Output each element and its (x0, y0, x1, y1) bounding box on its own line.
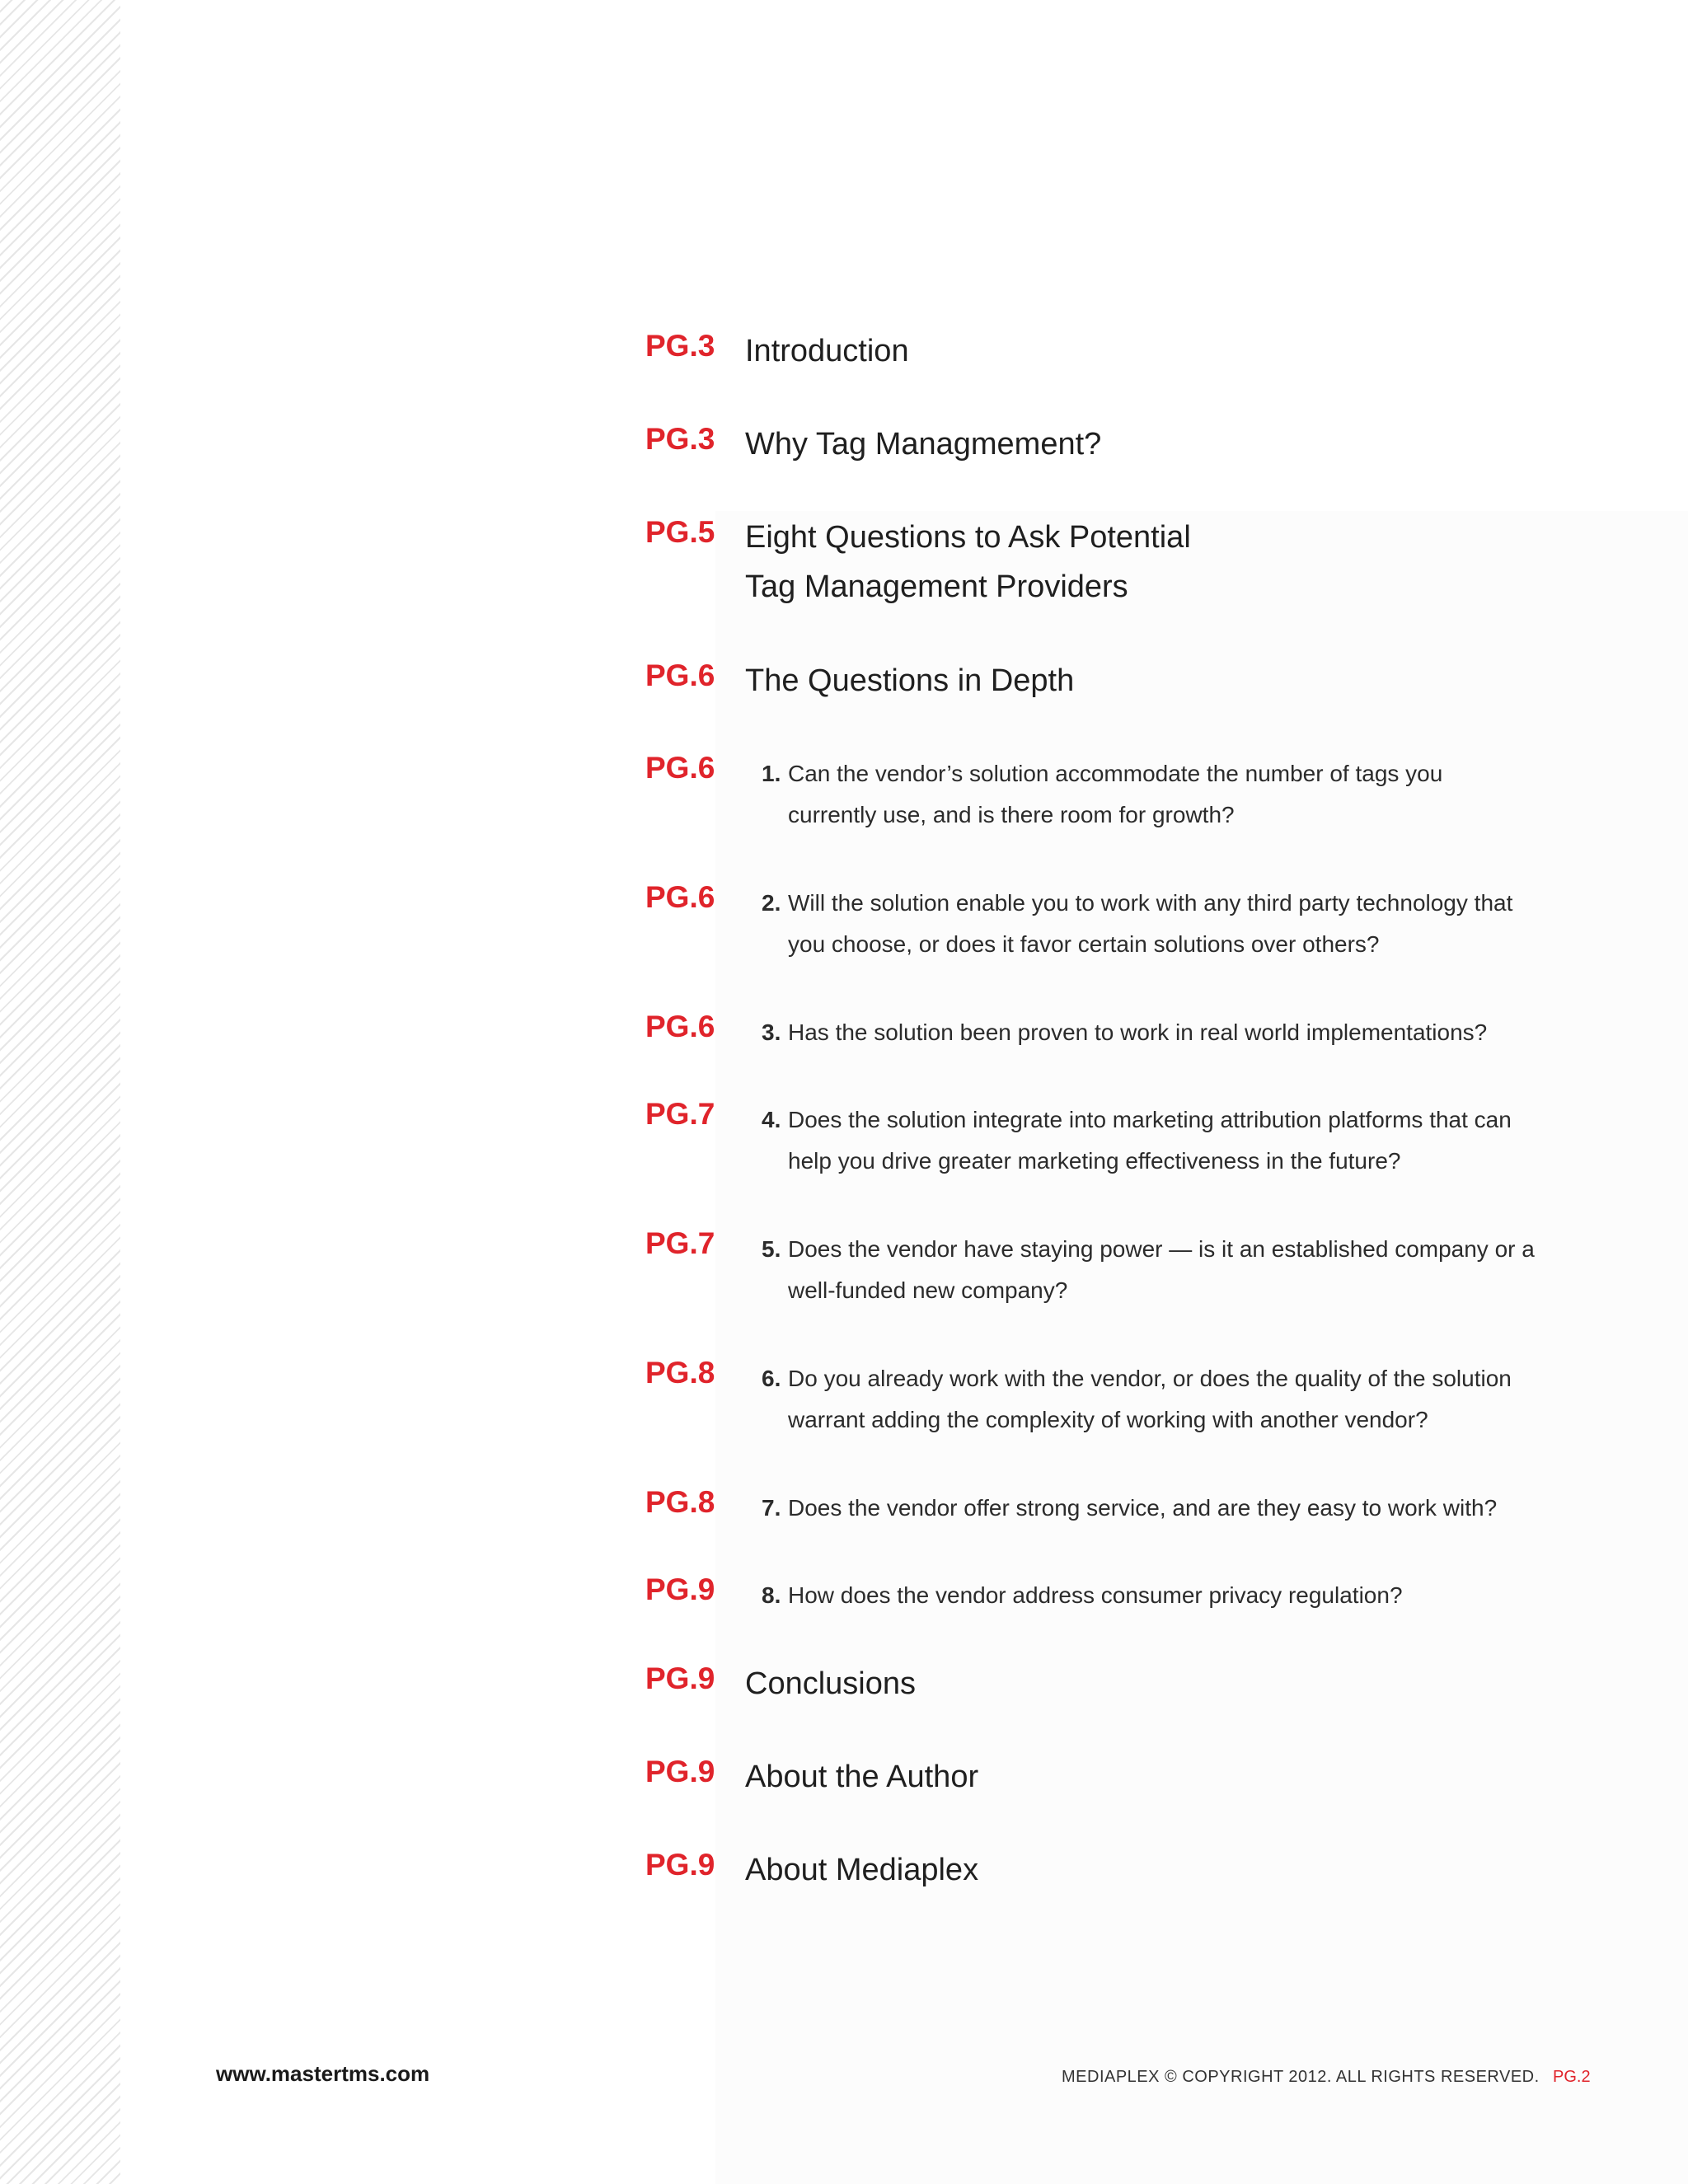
page-number: PG.6 (645, 880, 715, 914)
page-number: PG.5 (645, 515, 715, 549)
question-text: Has the solution been proven to work in real world implementations? (788, 1019, 1488, 1045)
page-number: PG.8 (645, 1485, 715, 1519)
question-item (762, 883, 1536, 965)
page-number: PG.6 (645, 1010, 715, 1043)
toc-title: About the Author (745, 1760, 979, 1794)
page-number: PG.9 (645, 1572, 715, 1606)
question-item (762, 1099, 1536, 1182)
toc-title: About Mediaplex (745, 1853, 979, 1887)
footer-copyright: MEDIAPLEX © COPYRIGHT 2012. ALL RIGHTS RESERVED. (1062, 2068, 1540, 2086)
question-text: Can the vendor’s solution accommodate the number of tags you currently use, and is there room for growth? (788, 761, 1443, 827)
question-number: 3. (762, 1019, 781, 1045)
toc-title: Why Tag Managmement? (745, 427, 1102, 462)
page-number: PG.6 (645, 658, 715, 692)
page-number: PG.9 (645, 1661, 715, 1695)
question-item (762, 1012, 1536, 1053)
question-item (762, 1575, 1536, 1616)
question-number: 1. (762, 761, 781, 786)
footer-page-number: PG.2 (1553, 2068, 1591, 2086)
toc-title (745, 513, 1487, 612)
page-number: PG.8 (645, 1356, 715, 1390)
question-number: 2. (762, 890, 781, 916)
page-number: PG.9 (645, 1755, 715, 1788)
question-number: 4. (762, 1107, 781, 1132)
toc-title-line-1: Eight Questions to Ask Potential (745, 520, 1191, 555)
page-number: PG.9 (645, 1848, 715, 1882)
page-number: PG.3 (645, 422, 715, 456)
toc-title-line-2: Tag Management Providers (745, 569, 1128, 604)
footer-website-link[interactable]: www.mastertms.com (216, 2061, 430, 2086)
toc-title: Conclusions (745, 1666, 916, 1701)
toc-title: The Questions in Depth (745, 663, 1075, 698)
question-number: 8. (762, 1582, 781, 1608)
question-text: How does the vendor address consumer privacy regulation? (788, 1582, 1403, 1608)
question-number: 6. (762, 1366, 781, 1391)
question-item (762, 1488, 1536, 1529)
question-text: Does the vendor offer strong service, and are they easy to work with? (788, 1495, 1498, 1521)
question-number: 5. (762, 1236, 781, 1262)
question-item (762, 753, 1536, 836)
question-text: Do you already work with the vendor, or does the quality of the solution warrant adding the complexity of working with another vendor? (788, 1366, 1512, 1432)
question-text: Does the vendor have staying power — is it an established company or a well-funded new company? (788, 1236, 1535, 1303)
question-item (762, 1358, 1536, 1441)
page-number: PG.3 (645, 329, 715, 363)
page-number: PG.6 (645, 751, 715, 785)
page-number: PG.7 (645, 1226, 715, 1260)
question-text: Will the solution enable you to work with any third party technology that you choose, or does it favor certain solutions over others? (788, 890, 1513, 957)
question-item (762, 1229, 1536, 1311)
toc-title: Introduction (745, 334, 909, 368)
page-number: PG.7 (645, 1097, 715, 1131)
question-text: Does the solution integrate into marketing attribution platforms that can help you drive greater marketing effectiveness in the future? (788, 1107, 1512, 1174)
question-number: 7. (762, 1495, 781, 1521)
decorative-hatch-border (0, 0, 120, 2184)
